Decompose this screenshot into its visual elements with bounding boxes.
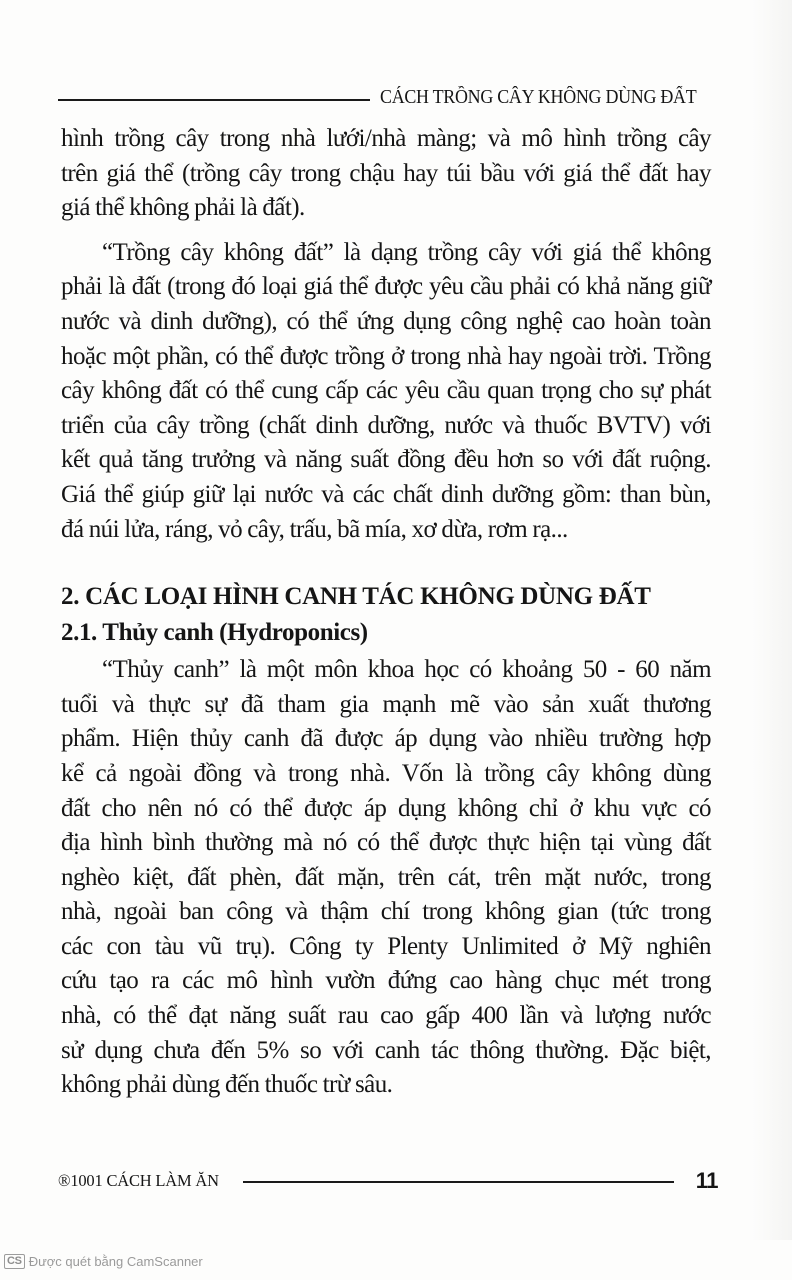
text-line: kết quả tăng trưởng và năng suất đồng đều hơn so với đất ruộng. bbox=[61, 446, 711, 474]
text-line: phải là đất (trong đó loại giá thể được yêu cầu phải có khả năng giữ bbox=[61, 273, 711, 301]
page-number: 11 bbox=[695, 1168, 718, 1193]
paragraph-soilless-definition bbox=[61, 236, 711, 547]
paragraph-hydroponics bbox=[61, 653, 711, 1103]
paragraph-continuation bbox=[61, 122, 711, 226]
text-line: nước và dinh dưỡng), có thể ứng dụng công nghệ cao hoàn toàn bbox=[61, 307, 711, 335]
text-line: đá núi lửa, ráng, vỏ cây, trấu, bã mía, xơ dừa, rơm rạ... bbox=[61, 515, 568, 543]
text-line: nhà, ngoài ban công và thậm chí trong không gian (tức trong bbox=[61, 898, 711, 926]
text-line: hoặc một phần, có thể được trồng ở trong nhà hay ngoài trời. Trồng bbox=[61, 342, 711, 370]
running-header bbox=[58, 83, 712, 113]
text-line: hình trồng cây trong nhà lưới/nhà màng; và mô hình trồng cây bbox=[61, 125, 711, 152]
text-line: nghèo kiệt, đất phèn, đất mặn, trên cát, trên mặt nước, trong bbox=[61, 863, 711, 891]
section-heading: 2. CÁC LOẠI HÌNH CANH TÁC KHÔNG DÙNG ĐẤT bbox=[61, 583, 651, 611]
text-line: tuổi và thực sự đã tham gia mạnh mẽ vào sản xuất thương bbox=[61, 690, 711, 718]
text-line: không phải dùng đến thuốc trừ sâu. bbox=[61, 1071, 393, 1099]
footer-rule bbox=[243, 1181, 674, 1183]
text-line: sử dụng chưa đến 5% so với canh tác thông thường. Đặc biệt, bbox=[61, 1036, 711, 1064]
header-rule bbox=[58, 99, 370, 101]
text-line: cứu tạo ra các mô hình vườn đứng cao hàng chục mét trong bbox=[61, 967, 711, 995]
footer-series-title: ®1001 CÁCH LÀM ĂN bbox=[58, 1171, 219, 1190]
text-line: triển của cây trồng (chất dinh dưỡng, nước và thuốc BVTV) với bbox=[61, 411, 711, 439]
text-line: cây không đất có thể cung cấp các yêu cầu quan trọng cho sự phát bbox=[61, 377, 711, 405]
text-line: nhà, có thể đạt năng suất rau cao gấp 400 lần và lượng nước bbox=[61, 1002, 711, 1030]
spacer bbox=[61, 547, 711, 579]
text-line: đất cho nên nó có thể được áp dụng không chỉ ở khu vực có bbox=[61, 794, 711, 822]
spacer bbox=[61, 226, 711, 236]
text-line: giá thể không phải là đất). bbox=[61, 194, 305, 222]
text-line: địa hình bình thường mà nó có thể được thực hiện tại vùng đất bbox=[61, 829, 711, 857]
text-line: phẩm. Hiện thủy canh đã được áp dụng vào nhiều trường hợp bbox=[61, 725, 711, 753]
subsection-heading: 2.1. Thủy canh (Hydroponics) bbox=[61, 619, 368, 647]
text-line: “Trồng cây không đất” là dạng trồng cây với giá thể không bbox=[102, 238, 711, 266]
page-edge-shadow bbox=[752, 0, 792, 1240]
running-footer bbox=[58, 1166, 718, 1196]
text-line: các con tàu vũ trụ). Công ty Plenty Unlimited ở Mỹ nghiên bbox=[61, 932, 711, 960]
page-body bbox=[61, 122, 711, 1103]
text-line: Giá thể giúp giữ lại nước và các chất dinh dưỡng gồm: than bùn, bbox=[61, 480, 711, 508]
text-line: “Thủy canh” là một môn khoa học có khoảng 50 - 60 năm bbox=[102, 656, 711, 684]
watermark-text: Được quét bằng CamScanner bbox=[28, 1254, 203, 1269]
text-line: trên giá thể (trồng cây trong chậu hay túi bầu với giá thể đất hay bbox=[61, 159, 711, 187]
camscanner-watermark bbox=[4, 1254, 203, 1269]
running-header-title: CÁCH TRỒNG CÂY KHÔNG DÙNG ĐẤT bbox=[380, 87, 697, 108]
camscanner-logo-icon: CS bbox=[4, 1254, 25, 1269]
text-line: kể cả ngoài đồng và trong nhà. Vốn là trồng cây không dùng bbox=[61, 759, 711, 787]
